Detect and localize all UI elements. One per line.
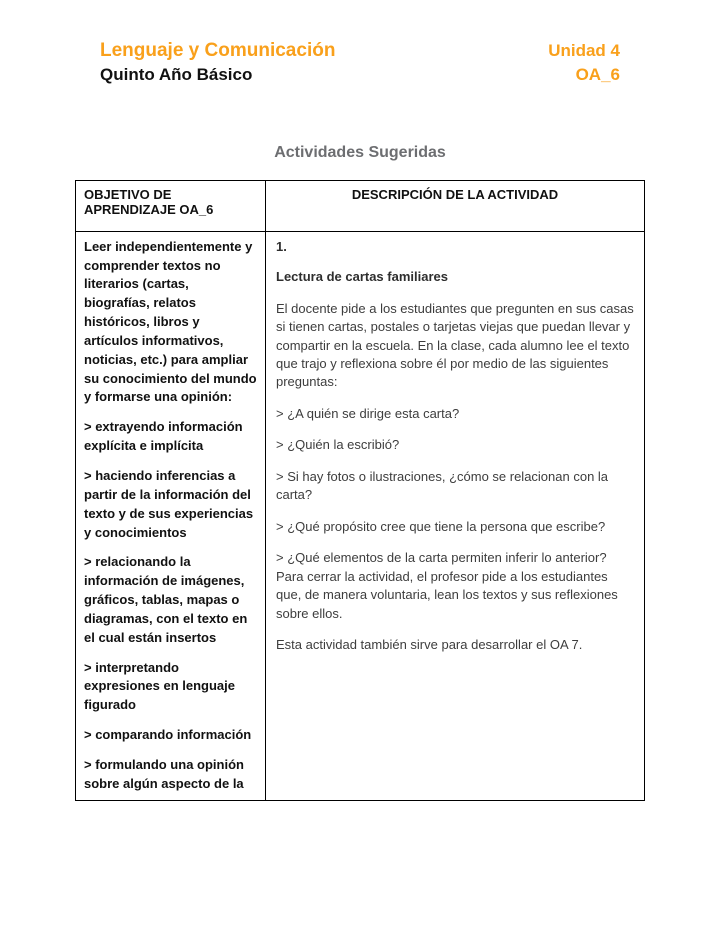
activity-question: > ¿Qué propósito cree que tiene la persona que escribe? [276,518,606,534]
header-left-block [100,38,335,86]
grade-title: Quinto Año Básico [100,64,253,84]
header-right-block [548,38,620,86]
col-header-objective: OBJETIVO DE APRENDIZAJE OA_6 [76,181,266,232]
objective-cell [76,232,266,800]
objective-bullet: > relacionando la información de imágenes, gráficos, tablas, mapas o diagramas, con el texto en el cual están insertos [84,554,248,645]
activity-question: > ¿Quién la escribió? [276,437,400,453]
page-title: Actividades Sugeridas [274,143,446,161]
activity-cell [266,232,644,800]
activity-paragraph: El docente pide a los estudiantes que pregunten en sus casas si tienen cartas, postales o tarjetas viejas que puedan llevar y compartir en la escuela. En la clase, cada alumno lee el texto que trajo y reflexiona sobre él por medio de las siguientes preguntas: [276,300,634,390]
activity-question: > ¿A quién se dirige esta carta? [276,405,460,421]
objective-bullet: > interpretando expresiones en lenguaje figurado [84,659,236,713]
document-header [75,38,645,86]
objective-intro: Leer independientemente y comprender textos no literarios (cartas, biografías, relatos históricos, libros y artículos informativos, noticias, etc.) para ampliar su conocimiento del mundo y formarse una opinión: [84,238,257,405]
activity-number: 1. [276,238,287,254]
activity-note: Esta actividad también sirve para desarrollar el OA 7. [276,636,583,652]
objective-bullet: > comparando información [84,727,252,743]
activities-table [75,180,645,801]
objective-bullet: > extrayendo información explícita e implícita [84,419,243,454]
subject-title: Lenguaje y Comunicación [100,40,336,61]
col-header-description: DESCRIPCIÓN DE LA ACTIVIDAD [266,181,644,232]
objective-bullet: > haciendo inferencias a partir de la información del texto y de sus experiencias y conocimientos [84,468,254,540]
activity-question: > Si hay fotos o ilustraciones, ¿cómo se relacionan con la carta? [276,468,609,503]
activity-title: Lectura de cartas familiares [276,269,448,285]
objective-bullet: > formulando una opinión sobre algún aspecto de la [84,756,244,791]
unit-label: Unidad 4 [548,41,620,60]
activity-paragraph: > ¿Qué elementos de la carta permiten inferir lo anterior? Para cerrar la actividad, el profesor pide a los estudiantes que, de manera voluntaria, lean los textos y sus reflexiones sobre ellos. [276,550,618,621]
oa-label: OA_6 [575,64,620,84]
